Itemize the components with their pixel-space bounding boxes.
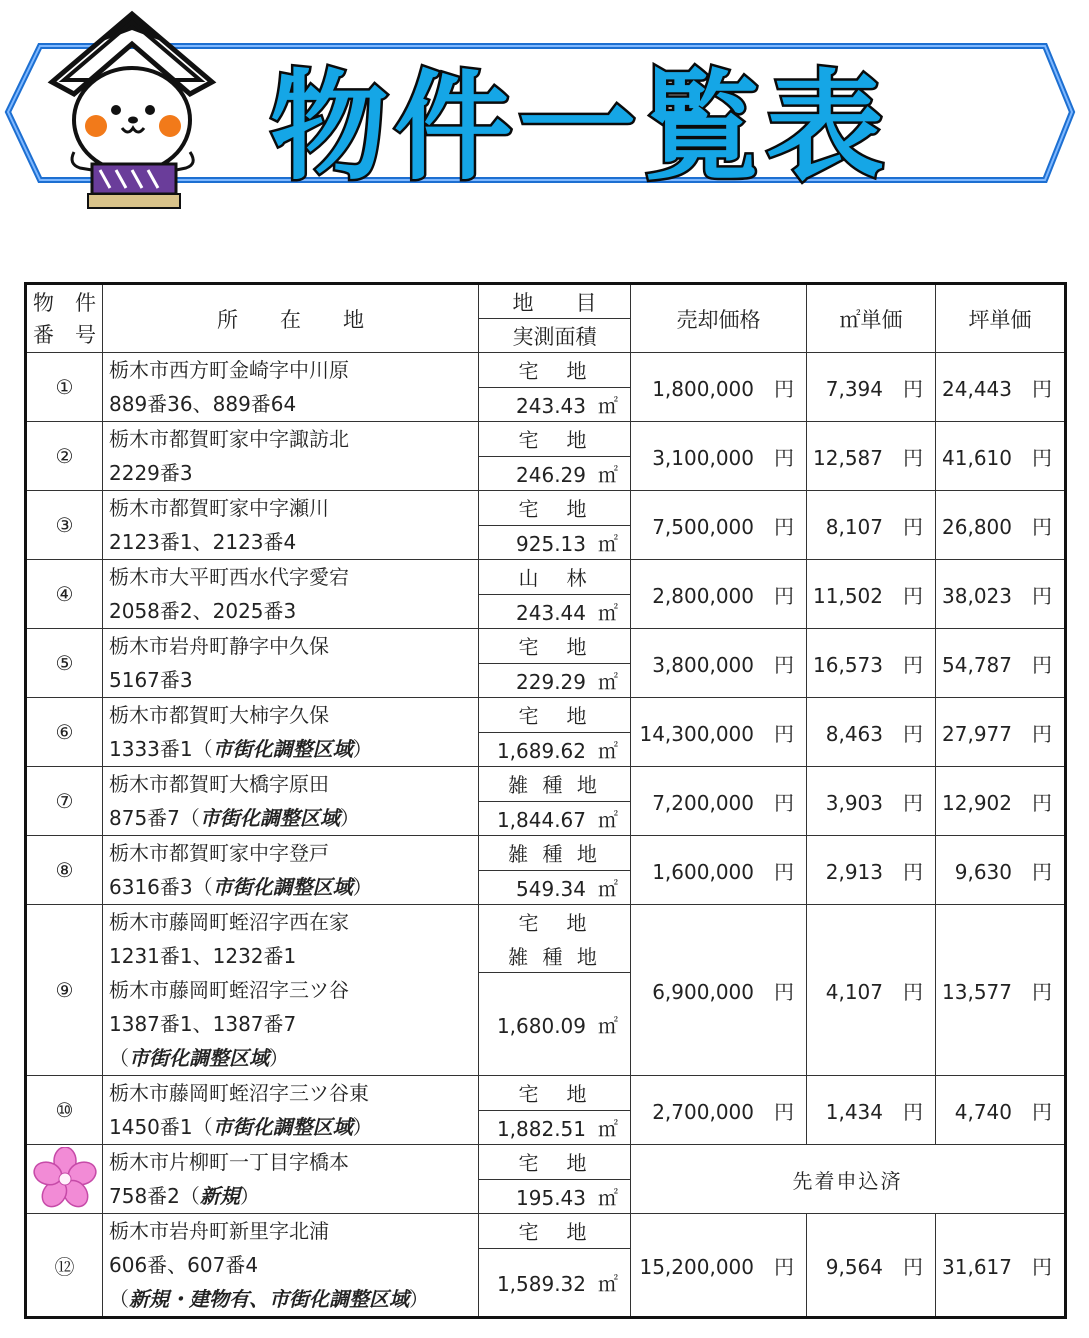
row-location-line1: 栃木市岩舟町静字中久保 [109, 634, 329, 658]
row-number: ③ [26, 491, 103, 560]
header-number-top: 物 件 [33, 290, 96, 315]
row-category: 宅 地 [479, 353, 631, 388]
row-location-line2: 2123番1、2123番4 [109, 530, 297, 554]
row-tsubo-price: 26,800 円 [936, 491, 1066, 560]
row-area: 1,844.67 ㎡ [479, 801, 631, 836]
row-location [103, 491, 479, 560]
row12-price: 15,200,000 円 [631, 1214, 807, 1318]
row-note: 市街化調整区域 [212, 737, 353, 761]
row-location [103, 836, 479, 905]
row-location-line2: 5167番3 [109, 668, 193, 692]
row9-line3: 栃木市藤岡町蛭沼字三ツ谷 [109, 978, 349, 1002]
row11-category: 宅 地 [479, 1145, 631, 1180]
row-note: 市街化調整区域 [212, 875, 353, 899]
header-banner [0, 0, 1089, 260]
row12-tsubo-price: 31,617 円 [936, 1214, 1066, 1318]
row-price: 7,500,000 円 [631, 491, 807, 560]
row-category: 宅 地 [479, 491, 631, 526]
row-location-line2: 2058番2、2025番3 [109, 599, 297, 623]
row-category: 宅 地 [479, 698, 631, 733]
row12-location [103, 1214, 479, 1318]
row9-price: 6,900,000 円 [631, 905, 807, 1076]
row-note: 市街化調整区域 [199, 806, 340, 830]
header-price: 売却価格 [631, 284, 807, 353]
table-row [26, 698, 1066, 733]
row-tsubo-price: 54,787 円 [936, 629, 1066, 698]
page-title: 物件一覧表 [270, 58, 891, 196]
row-sqm-price: 7,394 円 [807, 353, 936, 422]
table-row [26, 560, 1066, 595]
row-area: 243.44 ㎡ [479, 594, 631, 629]
row-tsubo-price: 24,443 円 [936, 353, 1066, 422]
header-location: 所 在 地 [103, 284, 479, 353]
row-sqm-price: 8,463 円 [807, 698, 936, 767]
row-price: 3,800,000 円 [631, 629, 807, 698]
row9-tsubo-price: 13,577 円 [936, 905, 1066, 1076]
row-category: 雑 種 地 [479, 767, 631, 802]
row-location-line1: 栃木市都賀町家中字諏訪北 [109, 427, 349, 451]
row-sqm-price: 3,903 円 [807, 767, 936, 836]
row-price: 3,100,000 円 [631, 422, 807, 491]
row-number: ④ [26, 560, 103, 629]
row11-line2: 758番2（新規） [109, 1184, 260, 1208]
property-table [24, 282, 1067, 1319]
row12-category: 宅 地 [479, 1214, 631, 1249]
table-row [26, 491, 1066, 526]
row-location-line1: 栃木市都賀町大橋字原田 [109, 772, 329, 796]
row10-line1: 栃木市藤岡町蛭沼字三ツ谷東 [109, 1081, 369, 1105]
header-row [26, 284, 1066, 319]
row-number: ② [26, 422, 103, 491]
row10-category: 宅 地 [479, 1076, 631, 1111]
row-location-line1: 栃木市都賀町大柿字久保 [109, 703, 329, 727]
header-unit-sqm: ㎡単価 [807, 284, 936, 353]
row9-line4: 1387番1、1387番7 [109, 1012, 297, 1036]
row10-price: 2,700,000 円 [631, 1076, 807, 1145]
sakura-icon [33, 1147, 97, 1211]
row10-number: ⑩ [26, 1076, 103, 1145]
row10-tsubo-price: 4,740 円 [936, 1076, 1066, 1145]
row9-category2: 雑 種 地 [479, 939, 631, 973]
row-location [103, 767, 479, 836]
row-sqm-price: 12,587 円 [807, 422, 936, 491]
header-number [26, 284, 103, 353]
row-location-line1: 栃木市大平町西水代字愛宕 [109, 565, 349, 589]
row-location-line2: 889番36、889番64 [109, 392, 297, 416]
row9-category1: 宅 地 [479, 905, 631, 939]
table-row [26, 353, 1066, 388]
row11-status: 先着申込済 [631, 1145, 1066, 1214]
table-row [26, 1076, 1066, 1111]
row-price: 14,300,000 円 [631, 698, 807, 767]
row12-line3: （新規・建物有、市街化調整区域） [109, 1287, 429, 1311]
row10-line2: 1450番1（市街化調整区域） [109, 1115, 373, 1139]
row-number: ⑥ [26, 698, 103, 767]
header-unit-tsubo: 坪単価 [936, 284, 1066, 353]
row-tsubo-price: 27,977 円 [936, 698, 1066, 767]
row-area: 243.43 ㎡ [479, 387, 631, 422]
row11-line1: 栃木市片柳町一丁目字橋本 [109, 1150, 349, 1174]
row-category: 山 林 [479, 560, 631, 595]
row12-sqm-price: 9,564 円 [807, 1214, 936, 1318]
row-tsubo-price: 41,610 円 [936, 422, 1066, 491]
row-location [103, 698, 479, 767]
row-price: 1,800,000 円 [631, 353, 807, 422]
row-area: 549.34 ㎡ [479, 870, 631, 905]
row9-line5: （市街化調整区域） [109, 1046, 289, 1070]
header-number-bottom: 番 号 [33, 322, 96, 347]
row9-line1: 栃木市藤岡町蛭沼字西在家 [109, 910, 349, 934]
row9-location [103, 905, 479, 1076]
row-price: 1,600,000 円 [631, 836, 807, 905]
row-location-line1: 栃木市西方町金崎字中川原 [109, 358, 349, 382]
row9-sqm-price: 4,107 円 [807, 905, 936, 1076]
row12-number: ⑫ [26, 1214, 103, 1318]
table-row [26, 1145, 1066, 1180]
row-area: 1,689.62 ㎡ [479, 732, 631, 767]
table-row [26, 767, 1066, 802]
table-row [26, 629, 1066, 664]
row-location-line1: 栃木市都賀町家中字登戸 [109, 841, 329, 865]
row-category: 雑 種 地 [479, 836, 631, 871]
row-location-line1: 栃木市都賀町家中字瀬川 [109, 496, 329, 520]
row9-line2: 1231番1、1232番1 [109, 944, 297, 968]
row-area: 246.29 ㎡ [479, 456, 631, 491]
row9-note: 市街化調整区域 [129, 1046, 269, 1070]
mascot-icon [40, 2, 220, 222]
row-price: 2,800,000 円 [631, 560, 807, 629]
row11-location [103, 1145, 479, 1214]
row11-area: 195.43 ㎡ [479, 1179, 631, 1214]
row-category: 宅 地 [479, 629, 631, 664]
row-number: ⑤ [26, 629, 103, 698]
row10-area: 1,882.51 ㎡ [479, 1110, 631, 1145]
table-row [26, 1214, 1066, 1249]
row-sqm-price: 8,107 円 [807, 491, 936, 560]
row11-note: 新規 [199, 1184, 240, 1208]
row-location [103, 629, 479, 698]
rows-standard [26, 353, 1066, 905]
row-sqm-price: 16,573 円 [807, 629, 936, 698]
row-location [103, 422, 479, 491]
row-location-line2: 2229番3 [109, 461, 193, 485]
row9-number: ⑨ [26, 905, 103, 1076]
row10-location [103, 1076, 479, 1145]
row12-line1: 栃木市岩舟町新里字北浦 [109, 1219, 329, 1243]
row-location [103, 560, 479, 629]
row9-area: 1,680.09 ㎡ [479, 973, 631, 1076]
row12-area: 1,589.32 ㎡ [479, 1248, 631, 1317]
header-area: 実測面積 [479, 319, 631, 353]
row-tsubo-price: 12,902 円 [936, 767, 1066, 836]
row11-number [26, 1145, 103, 1214]
row-category: 宅 地 [479, 422, 631, 457]
row-location-line2: 1333番1（市街化調整区域） [109, 737, 373, 761]
row10-sqm-price: 1,434 円 [807, 1076, 936, 1145]
row-location-line2: 6316番3（市街化調整区域） [109, 875, 373, 899]
row-price: 7,200,000 円 [631, 767, 807, 836]
row-area: 925.13 ㎡ [479, 525, 631, 560]
row-sqm-price: 2,913 円 [807, 836, 936, 905]
row-number: ① [26, 353, 103, 422]
header-category: 地 目 [479, 284, 631, 319]
row-area: 229.29 ㎡ [479, 663, 631, 698]
row12-note: 新規・建物有、市街化調整区域 [129, 1287, 409, 1311]
row-sqm-price: 11,502 円 [807, 560, 936, 629]
row-tsubo-price: 38,023 円 [936, 560, 1066, 629]
row-number: ⑦ [26, 767, 103, 836]
row-location [103, 353, 479, 422]
row-location-line2: 875番7（市街化調整区域） [109, 806, 360, 830]
row-number: ⑧ [26, 836, 103, 905]
table-row [26, 905, 1066, 939]
table-row [26, 422, 1066, 457]
row12-line2: 606番、607番4 [109, 1253, 259, 1277]
row10-note: 市街化調整区域 [212, 1115, 353, 1139]
row-tsubo-price: 9,630 円 [936, 836, 1066, 905]
table-row [26, 836, 1066, 871]
